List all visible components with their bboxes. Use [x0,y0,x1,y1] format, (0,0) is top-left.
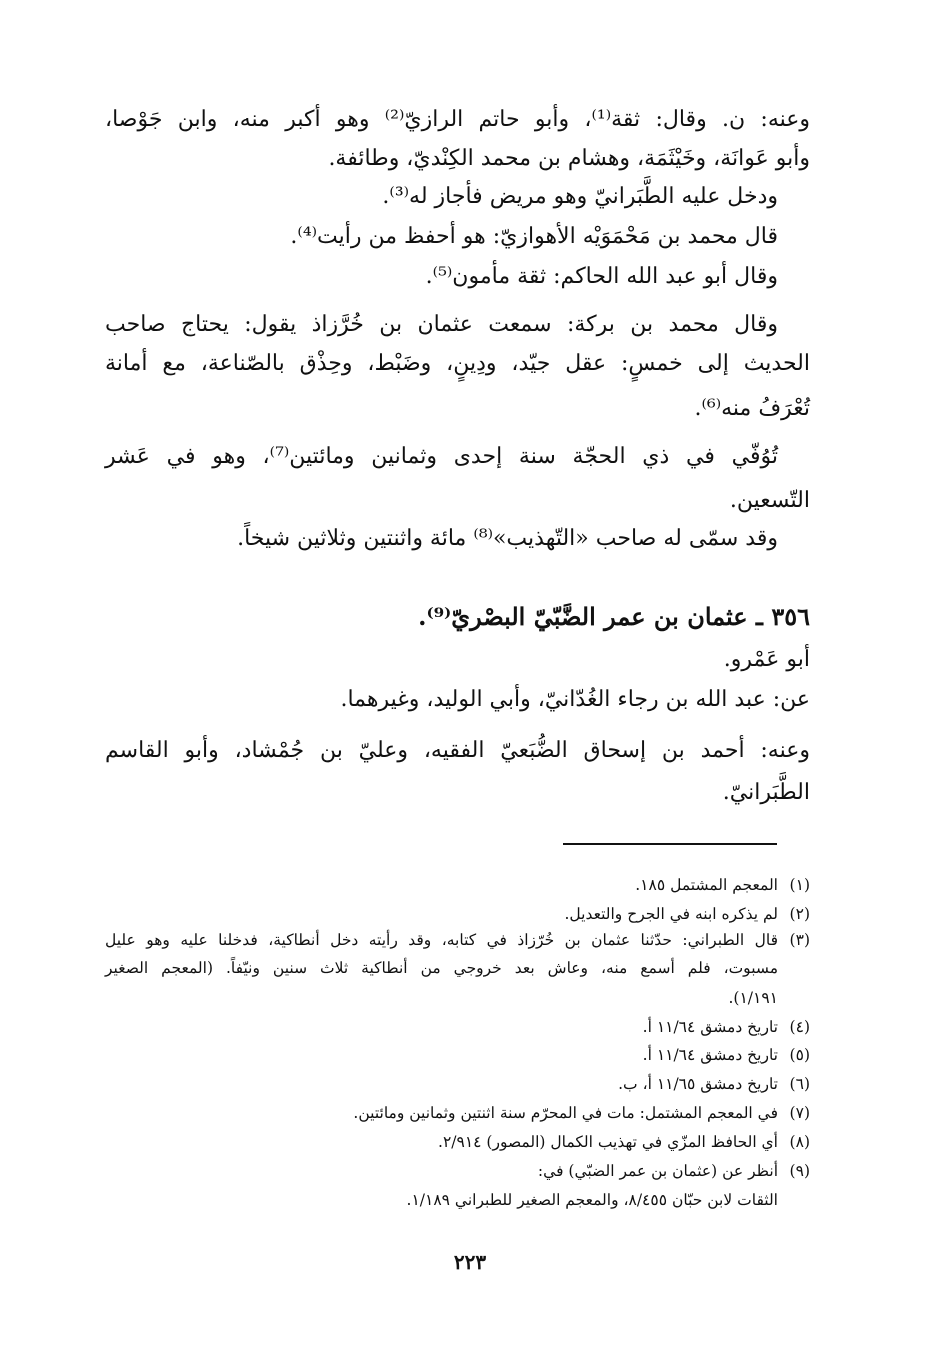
footnote-5: (٥)تاريخ دمشق ١١/٦٤ أ. [642,1046,810,1064]
body-line-10: التّسعين. [729,488,810,513]
footnote-8: (٨)أي الحافظ المزّي في تهذيب الكمال (المصور) ٢/٩١٤. [438,1133,810,1151]
body-line-15: الطَّبَرانيّ. [722,780,810,805]
entry-heading: ٣٥٦ ـ عثمان بن عمر الضَّبّيّ البصْريّ⁽⁹⁾. [418,602,810,631]
body-line-1: وعنه: ن. وقال: ثقة⁽¹⁾، وأبو حاتم الرازيّ⁽²⁾ وهو أكبر منه، وابن جَوْصا، [105,107,811,132]
body-line-2: وأبو عَوانَة، وخَيْثَمَة، وهشام بن محمد الكِنْديّ، وطائفة. [328,146,810,171]
footnote-3: (٣)قال الطبراني: حدّثنا عثمان بن خُرّزاذ في كتابه، وقد رأيته دخل أنطاكية، فدخلنا عليه وهو عليل [105,931,810,949]
body-line-9: تُوُفّي في ذي الحجّة سنة إحدى وثمانين ومائتين⁽⁷⁾، وهو في عَشر [105,444,778,469]
footnote-4: (٤)تاريخ دمشق ١١/٦٤ أ. [642,1018,810,1036]
body-line-7: الحديث إلى خمسٍ: عقل جيّد، ودِينٍ، وضَبْط، وحِذْق بالصّناعة، مع أمانة [105,351,810,376]
body-line-8: تُعْرَفُ منه⁽⁶⁾. [694,396,810,421]
body-line-11: وقد سمّى له صاحب «التّهذيب»⁽⁸⁾ مائة واثنتين وثلاثين شيخاً. [237,526,778,551]
footnote-6: (٦)تاريخ دمشق ١١/٦٥ أ، ب. [618,1075,810,1093]
footnote-separator [563,843,777,845]
footnote-1: (١)المعجم المشتمل ١٨٥. [635,876,810,894]
body-line-5: وقال أبو عبد الله الحاكم: ثقة مأمون⁽⁵⁾. [425,264,778,289]
body-line-4: قال محمد بن مَحْمَوَيْه الأهوازيّ: هو أحفظ من رأيت⁽⁴⁾. [290,224,778,249]
page-number: ٢٢٣ [453,1250,487,1274]
footnote-2: (٢)لم يذكره ابنه في الجرح والتعديل. [564,905,810,923]
body-line-3: ودخل عليه الطَّبَرانيّ وهو مريض فأجاز له⁽³⁾. [382,184,778,209]
footnote-9-line-2: الثقات لابن حبّان ٨/٤٥٥، والمعجم الصغير للطبراني ١/١٨٩. [406,1191,778,1209]
body-line-6: وقال محمد بن بركة: سمعت عثمان بن خُرَّزاذ يقول: يحتاج صاحب [105,312,778,337]
body-line-12: أبو عَمْرو. [723,647,810,672]
footnote-7: (٧)في المعجم المشتمل: مات في المحرّم سنة اثنتين وثمانين ومائتين. [353,1104,810,1122]
footnote-3-line-2: مسبوت، فلم أسمع منه، وعاش بعد خروجي من أنطاكية ثلاث سنين ونيّفاً. (المعجم الصغير [105,959,778,977]
footnote-3-line-3: ١/١٩١). [728,989,778,1007]
body-line-13: عن: عبد الله بن رجاء الغُدّانيّ، وأبي الوليد، وغيرهما. [340,687,810,712]
body-line-14: وعنه: أحمد بن إسحاق الضُّبَعيّ الفقيه، وعليّ بن جُمْشاد، وأبو القاسم [105,738,810,763]
footnote-9: (٩)أنظر عن (عثمان بن عمر الضبّي) في: [537,1162,810,1180]
